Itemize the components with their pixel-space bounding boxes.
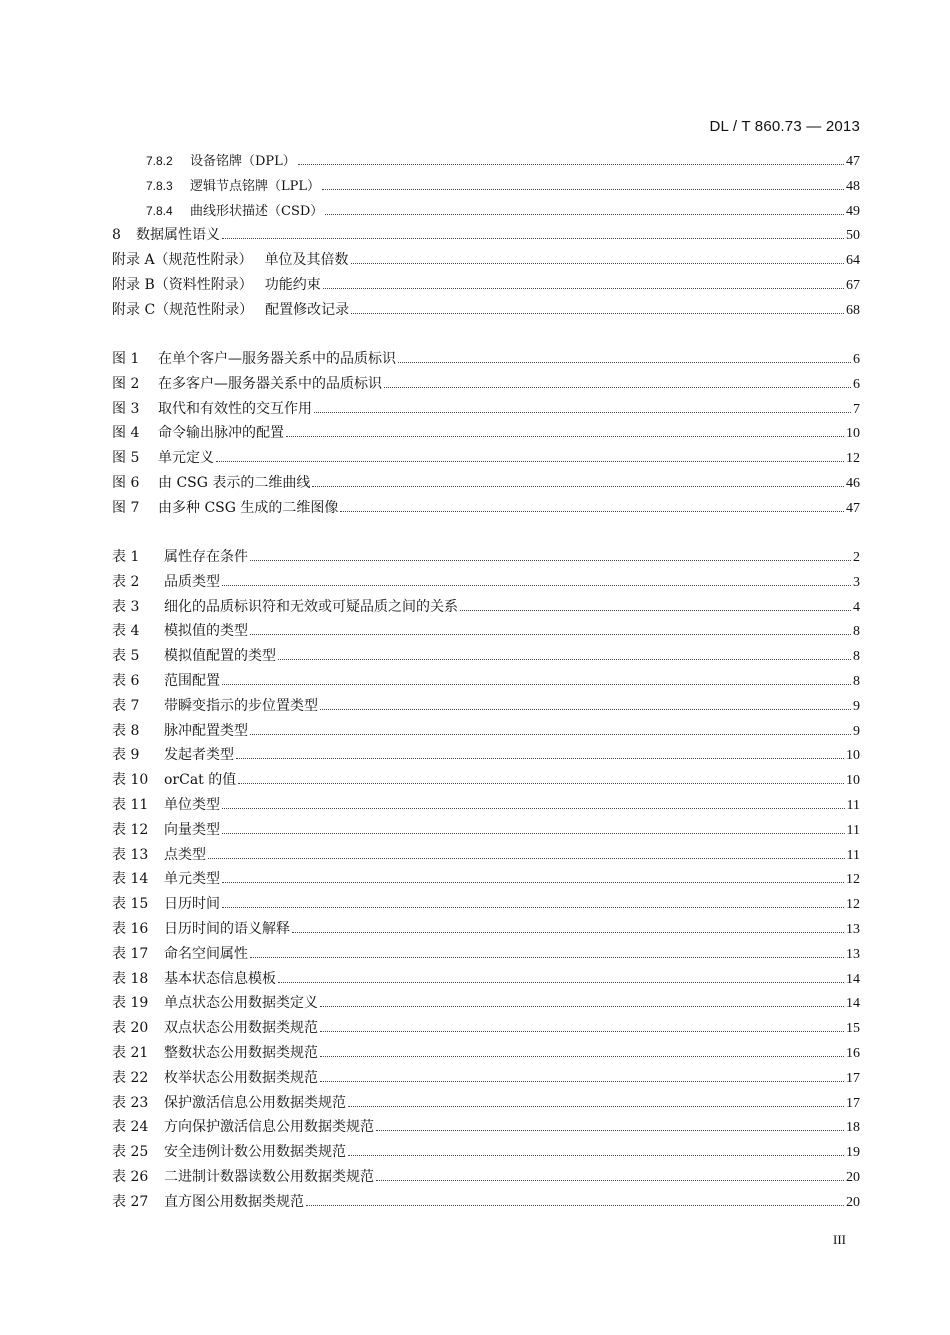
toc-entry-number: 附录 B（资料性附录）	[112, 276, 253, 293]
dot-leader	[398, 362, 851, 363]
dot-leader	[320, 1081, 844, 1082]
toc-entry-label	[112, 497, 338, 517]
toc-entry-label	[112, 1166, 374, 1186]
toc-entry-label	[112, 447, 214, 467]
toc-entry-number: 表 9	[112, 747, 140, 764]
dot-leader	[376, 1180, 844, 1181]
toc-entry-number: 表 16	[112, 920, 149, 937]
toc-entry[interactable]	[112, 373, 860, 398]
toc-entry[interactable]	[112, 943, 860, 968]
dot-leader	[222, 907, 844, 908]
toc-entry-label	[112, 373, 382, 393]
toc-entry[interactable]	[112, 348, 860, 373]
toc-entry-number: 表 20	[112, 1020, 149, 1037]
toc-entry[interactable]	[112, 1017, 860, 1042]
toc-entry-title: 命令输出脉冲的配置	[158, 425, 284, 442]
standard-code-header: DL / T 860.73 — 2013	[709, 118, 860, 135]
toc-entry-label	[112, 769, 236, 789]
toc-entry-number: 图 1	[112, 351, 140, 367]
toc-entry-page: 46	[846, 475, 860, 491]
toc-entry[interactable]	[112, 620, 860, 645]
toc-entry-page: 12	[846, 872, 860, 888]
toc-entry-label	[112, 472, 310, 492]
toc-entry-number: 表 12	[112, 821, 149, 838]
toc-entry-number: 表 19	[112, 995, 149, 1012]
toc-entry[interactable]	[112, 200, 860, 225]
toc-entry-title: 点类型	[164, 846, 206, 863]
toc-entry-page: 48	[846, 178, 860, 194]
toc-entry-title: 数据属性语义	[136, 227, 220, 244]
toc-entry[interactable]	[112, 596, 860, 621]
toc-entry-number: 表 27	[112, 1193, 149, 1210]
dot-leader	[348, 1106, 844, 1107]
toc-entry-number: 表 11	[112, 796, 149, 813]
dot-leader	[323, 288, 844, 289]
dot-leader	[325, 214, 844, 215]
toc-entry-page: 11	[846, 822, 860, 838]
toc-entry[interactable]	[112, 695, 860, 720]
toc-entry[interactable]	[112, 844, 860, 869]
toc-entry-label	[146, 150, 296, 169]
toc-entry-page: 20	[846, 1169, 860, 1185]
toc-entry-label	[112, 645, 276, 665]
toc-entry-title: 发起者类型	[164, 747, 234, 764]
toc-entry-number: 7.8.2	[146, 154, 173, 168]
toc-entry-number: 表 4	[112, 623, 140, 640]
toc-entry-label	[112, 893, 220, 913]
toc-entry-page: 4	[853, 599, 860, 615]
toc-entry-page: 67	[846, 277, 860, 293]
toc-entry-label	[112, 249, 349, 269]
toc-entry[interactable]	[112, 497, 860, 522]
toc-entry-title: 范围配置	[164, 672, 220, 689]
page-number: III	[833, 1232, 846, 1247]
toc-entry-number: 表 7	[112, 697, 140, 714]
dot-leader	[384, 387, 851, 388]
toc-entry-page: 64	[846, 253, 860, 269]
toc-entry-title: 带瞬变指示的步位置类型	[164, 697, 318, 714]
toc-entry-page: 47	[846, 500, 860, 516]
dot-leader	[351, 313, 844, 314]
toc-entry-page: 13	[846, 946, 860, 962]
dot-leader	[278, 659, 851, 660]
toc-entry-title: 单位类型	[164, 796, 220, 813]
toc-entry-page: 17	[846, 1095, 860, 1111]
dot-leader	[322, 189, 844, 190]
toc-sections	[112, 150, 860, 324]
toc-entry-label	[112, 868, 220, 888]
toc-entry-number: 表 15	[112, 896, 149, 913]
toc-entry-label	[112, 571, 220, 591]
dot-leader	[320, 709, 851, 710]
toc-entry-title: 单元定义	[158, 450, 214, 467]
toc-entry[interactable]	[112, 224, 860, 249]
toc-figures	[112, 348, 860, 522]
toc-entry-title: 向量类型	[164, 821, 220, 838]
toc-entry[interactable]	[112, 645, 860, 670]
toc-entry-number: 表 6	[112, 672, 140, 689]
toc-entry[interactable]	[112, 398, 860, 423]
toc-entry-page: 6	[853, 376, 860, 392]
toc-entry-number: 8	[112, 227, 121, 244]
toc-entry[interactable]	[112, 893, 860, 918]
dot-leader	[320, 1031, 844, 1032]
toc-entry-number: 7.8.4	[146, 203, 173, 218]
toc-entry-number: 表 24	[112, 1119, 149, 1136]
toc-entry-number: 表 2	[112, 573, 140, 590]
toc-entry-number: 图 3	[112, 400, 140, 417]
toc-entry-label	[112, 670, 220, 690]
dot-leader	[320, 1056, 844, 1057]
toc-entry[interactable]	[112, 868, 860, 893]
dot-leader	[286, 436, 844, 437]
toc-entry[interactable]	[112, 769, 860, 794]
toc-entry-page: 17	[846, 1070, 860, 1086]
toc-entry-number: 表 21	[112, 1044, 149, 1061]
toc-entry[interactable]	[112, 670, 860, 695]
toc-entry[interactable]	[112, 1067, 860, 1092]
toc-entry-title: 单位及其倍数	[264, 252, 349, 269]
dot-leader	[236, 758, 844, 759]
dot-leader	[250, 957, 844, 958]
toc-entry-title: 由 CSG 表示的二维曲线	[158, 474, 311, 491]
toc-entry-label	[112, 1092, 346, 1112]
dot-leader	[222, 238, 844, 239]
toc-entry-title: 双点状态公用数据类规范	[164, 1020, 318, 1037]
toc-entry-number: 图 4	[112, 425, 140, 442]
toc-entry-label	[112, 1141, 346, 1161]
toc-entry-label	[146, 175, 320, 194]
toc-entry-title: 曲线形状描述（CSD）	[190, 203, 324, 219]
toc-entry-label	[112, 620, 248, 640]
toc-entry-label	[112, 546, 248, 566]
toc-entry-number: 表 14	[112, 871, 149, 888]
toc-entry-title: 取代和有效性的交互作用	[158, 400, 312, 417]
dot-leader	[376, 1130, 844, 1131]
toc-entry-page: 20	[846, 1194, 860, 1210]
toc-entry[interactable]	[112, 819, 860, 844]
toc-entry-page: 47	[846, 154, 860, 169]
toc-entry-title: 脉冲配置类型	[164, 722, 248, 739]
dot-leader	[208, 858, 845, 859]
toc-entry-page: 49	[846, 203, 860, 219]
toc-entry-page: 10	[846, 773, 860, 789]
toc-entry-title: 二进制计数器读数公用数据类规范	[164, 1168, 374, 1185]
toc-entry-label	[112, 1116, 374, 1136]
toc-entry-title: 整数状态公用数据类规范	[164, 1044, 318, 1061]
toc-entry-title: 属性存在条件	[164, 549, 248, 565]
toc-entry-number: 图 6	[112, 474, 140, 491]
toc-entry[interactable]	[112, 1092, 860, 1117]
toc-entry[interactable]	[112, 299, 860, 324]
toc-entry-number: 图 7	[112, 499, 140, 516]
toc-entry-title: 基本状态信息模板	[164, 970, 276, 987]
toc-entry[interactable]	[112, 249, 860, 274]
toc-entry-title: 在多客户—服务器关系中的品质标识	[158, 375, 382, 392]
toc-entry-page: 14	[846, 996, 860, 1012]
toc-entry-page: 16	[846, 1045, 860, 1061]
toc-entry-label	[112, 695, 318, 715]
toc-entry[interactable]	[112, 1141, 860, 1166]
toc-entry-page: 10	[846, 426, 860, 442]
toc-entry[interactable]	[112, 274, 860, 299]
toc-tables	[112, 546, 860, 1216]
toc-entry-title: 日历时间	[164, 896, 220, 913]
toc-entry-page: 12	[846, 897, 860, 913]
toc-entry-number: 表 13	[112, 846, 149, 863]
toc-entry[interactable]	[112, 794, 860, 819]
toc-entry-page: 11	[846, 797, 860, 813]
toc-entry-number: 附录 A（规范性附录）	[112, 252, 253, 269]
toc-entry-number: 表 10	[112, 772, 149, 789]
toc-entry-label	[112, 720, 248, 740]
dot-leader	[216, 461, 844, 462]
toc-entry-page: 2	[853, 550, 860, 565]
toc-entry-number: 表 5	[112, 648, 140, 665]
toc-entry-number: 附录 C（规范性附录）	[112, 301, 254, 318]
toc-entry-title: 方向保护激活信息公用数据类规范	[164, 1119, 374, 1136]
toc-entry[interactable]	[112, 150, 860, 175]
toc-entry-number: 表 25	[112, 1144, 149, 1161]
toc-entry[interactable]	[112, 175, 860, 200]
toc-entry-title: 日历时间的语义解释	[164, 920, 290, 937]
dot-leader	[250, 560, 851, 561]
toc-entry[interactable]	[112, 720, 860, 745]
toc-entry-title: 安全违例计数公用数据类规范	[164, 1144, 346, 1161]
toc-entry[interactable]	[112, 571, 860, 596]
dot-leader	[351, 263, 844, 264]
toc-entry-title: 配置修改记录	[265, 301, 350, 318]
dot-leader	[222, 684, 851, 685]
toc-entry-label	[112, 224, 220, 244]
toc-entry-label	[112, 918, 290, 938]
toc-entry-label	[112, 1191, 304, 1211]
toc-entry-page: 18	[846, 1120, 860, 1136]
toc-entry-label	[112, 596, 458, 616]
toc-entry-label	[112, 794, 220, 814]
dot-leader	[222, 882, 844, 883]
toc-entry-label	[146, 200, 323, 219]
toc-entry-page: 10	[846, 748, 860, 764]
toc-entry-number: 表 26	[112, 1168, 149, 1185]
toc-entry[interactable]	[112, 1191, 860, 1216]
toc-entry-label	[112, 422, 284, 442]
toc-entry-page: 8	[853, 624, 860, 640]
toc-entry-title: 命名空间属性	[164, 945, 248, 962]
toc-entry-title: 单点状态公用数据类定义	[164, 995, 318, 1012]
toc-entry[interactable]	[112, 546, 860, 571]
dot-leader	[348, 1155, 844, 1156]
toc-entry-label	[112, 844, 206, 864]
dot-leader	[222, 833, 845, 834]
toc-entry-title: 直方图公用数据类规范	[164, 1193, 304, 1210]
toc-entry[interactable]	[112, 744, 860, 769]
dot-leader	[222, 808, 845, 809]
dot-leader	[292, 932, 844, 933]
toc-entry-title: 逻辑节点铭牌（LPL）	[190, 178, 321, 194]
toc-entry-title: 品质类型	[164, 573, 220, 590]
toc-entry[interactable]	[112, 918, 860, 943]
toc-entry-title: 枚举状态公用数据类规范	[164, 1069, 318, 1086]
toc-entry-title: 模拟值的类型	[164, 623, 248, 640]
toc-entry-number: 表 8	[112, 722, 140, 739]
toc-entry-number: 图 2	[112, 375, 140, 392]
toc-entry-label	[112, 968, 276, 988]
toc-entry-page: 13	[846, 921, 860, 937]
toc-entry-page: 15	[846, 1021, 860, 1037]
toc-entry-page: 7	[853, 401, 860, 417]
toc-entry-title: 在单个客户—服务器关系中的品质标识	[158, 351, 396, 367]
toc-entry[interactable]	[112, 422, 860, 447]
dot-leader	[320, 1006, 844, 1007]
toc-entry-title: 细化的品质标识符和无效或可疑品质之间的关系	[164, 598, 458, 615]
toc-entry-page: 68	[846, 302, 860, 318]
toc-entry-number: 表 23	[112, 1094, 149, 1111]
toc-entry-title: 由多种 CSG 生成的二维图像	[158, 499, 339, 516]
toc-entry-title: 设备铭牌（DPL）	[190, 154, 296, 169]
toc-entry-title: 保护激活信息公用数据类规范	[164, 1094, 346, 1111]
toc-entry-number: 表 17	[112, 945, 149, 962]
toc-entry[interactable]	[112, 992, 860, 1017]
dot-leader	[340, 511, 844, 512]
dot-leader	[250, 634, 851, 635]
toc-entry-title: 单元类型	[164, 871, 220, 888]
toc-entry-page: 3	[853, 574, 860, 590]
toc-entry-title: 功能约束	[264, 276, 321, 293]
toc-entry-page: 11	[846, 847, 860, 863]
dot-leader	[222, 585, 851, 586]
dot-leader	[306, 1205, 844, 1206]
dot-leader	[314, 412, 851, 413]
dot-leader	[460, 610, 851, 611]
toc-entry-label	[112, 1067, 318, 1087]
toc-entry-label	[112, 992, 318, 1012]
toc-entry-page: 8	[853, 649, 860, 665]
toc-entry-page: 50	[846, 228, 860, 244]
toc-entry-number: 表 1	[112, 549, 140, 565]
toc-entry-title: 模拟值配置的类型	[164, 648, 276, 665]
toc-entry-label	[112, 1017, 318, 1037]
toc-entry-label	[112, 398, 312, 418]
toc-entry-page: 9	[853, 698, 860, 714]
toc-entry-page: 6	[853, 352, 860, 367]
toc-entry-label	[112, 744, 234, 764]
dot-leader	[250, 734, 851, 735]
toc-entry-label	[112, 274, 321, 294]
toc-entry-number: 表 3	[112, 598, 140, 615]
toc-entry[interactable]	[112, 1166, 860, 1191]
toc-entry-page: 14	[846, 971, 860, 987]
toc-entry-label	[112, 1042, 318, 1062]
dot-leader	[278, 982, 844, 983]
toc-entry[interactable]	[112, 1042, 860, 1067]
dot-leader	[312, 486, 844, 487]
toc-entry-page: 12	[846, 451, 860, 467]
toc-entry-page: 19	[846, 1145, 860, 1161]
toc-entry[interactable]	[112, 447, 860, 472]
toc-entry-page: 8	[853, 673, 860, 689]
dot-leader	[298, 164, 844, 165]
toc-entry-number: 图 5	[112, 450, 140, 467]
toc-entry-number: 7.8.3	[146, 178, 173, 193]
toc-entry-label	[112, 299, 349, 319]
dot-leader	[238, 783, 844, 784]
toc-entry-title: orCat 的值	[164, 772, 237, 789]
toc-entry-number: 表 22	[112, 1069, 149, 1086]
toc-entry[interactable]	[112, 1116, 860, 1141]
toc-entry-label	[112, 819, 220, 839]
toc-entry-label	[112, 943, 248, 963]
toc-entry[interactable]	[112, 968, 860, 993]
toc-entry-page: 9	[853, 723, 860, 739]
toc-entry-number: 表 18	[112, 970, 149, 987]
toc-entry[interactable]	[112, 472, 860, 497]
toc-entry-label	[112, 348, 396, 368]
